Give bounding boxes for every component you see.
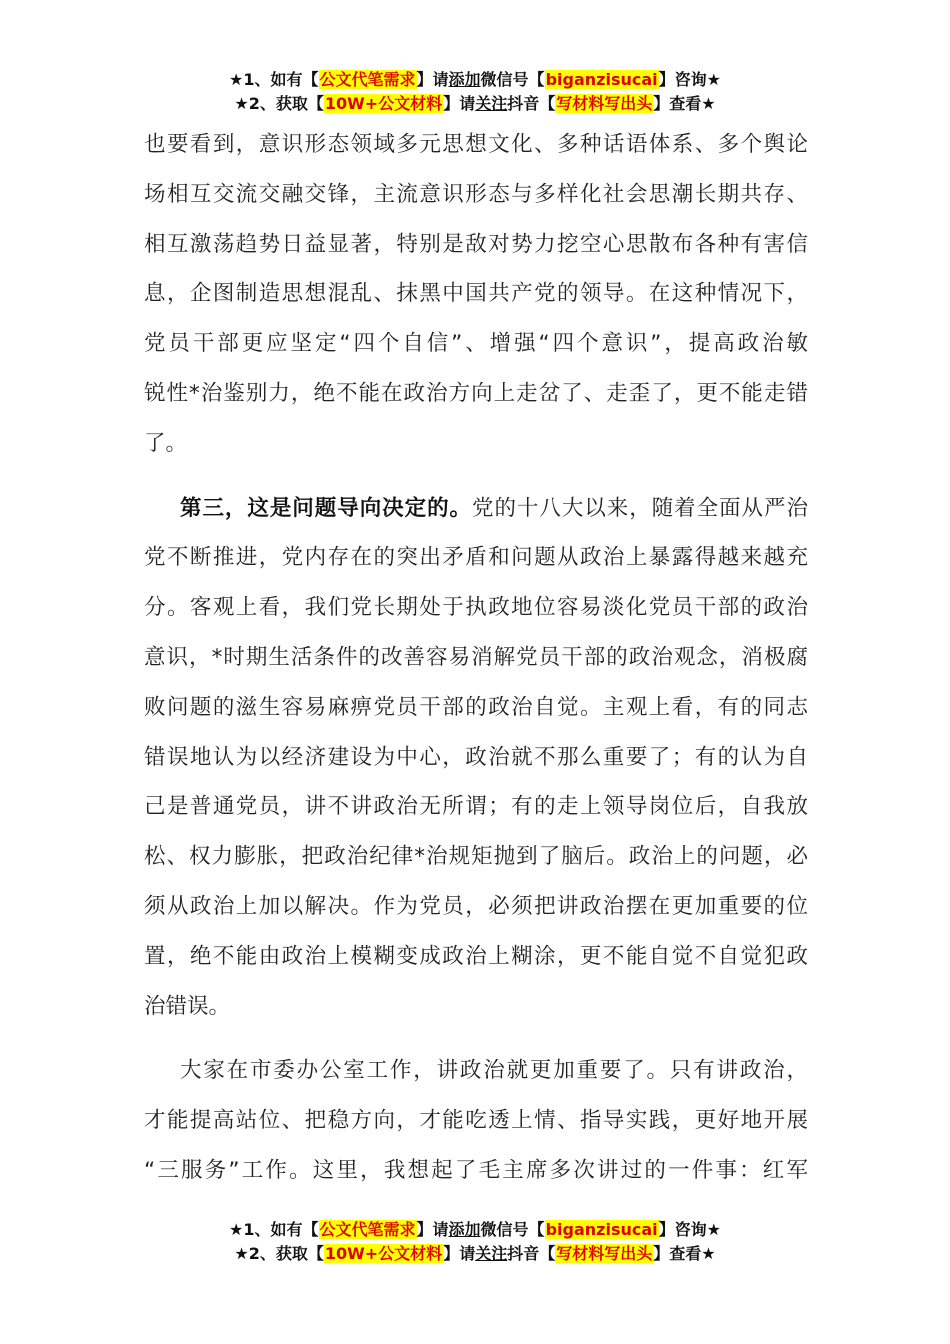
text-fragment: 党的十八大以来，随着全面从严治: [472, 495, 808, 521]
text-line: 大家在市委办公室工作，讲政治就更加重要了。只有讲政治，: [180, 1058, 808, 1084]
banner-highlight: 写材料写出头: [556, 94, 653, 113]
text-line: 分。客观上看，我们党长期处于执政地位容易淡化党员干部的政治: [144, 595, 808, 621]
paragraph-1: [144, 120, 808, 469]
paragraph-3: [144, 1046, 808, 1195]
banner-text: 】查看★: [653, 1244, 716, 1263]
banner-highlight: 10W+公文材料: [324, 94, 443, 113]
text-line: 党不断推进，党内存在的突出矛盾和问题从政治上暴露得越来越充: [144, 545, 808, 571]
text-line: 党员干部更应坚定“四个自信”、增强“四个意识”，提高政治敏: [144, 331, 808, 357]
text-line: 治错误。: [144, 993, 231, 1019]
banner-line-1: [0, 68, 950, 92]
banner-text: 】请: [416, 70, 449, 89]
banner-text: 抖音【: [507, 94, 556, 113]
paragraph-2: [144, 484, 808, 1032]
banner-text: ★2、获取【: [234, 94, 324, 113]
banner-underlined: 添加: [448, 1220, 481, 1239]
text-line: 己是普通党员，讲不讲政治无所谓；有的走上领导岗位后，自我放: [144, 794, 808, 820]
text-line: 也要看到，意识形态领域多元思想文化、多种话语体系、多个舆论: [144, 132, 808, 157]
text-line: 松、权力膨胀，把政治纪律*治规矩抛到了脑后。政治上的问题，必: [144, 844, 808, 870]
text-line: 错误地认为以经济建设为中心，政治就不那么重要了；有的认为自: [144, 744, 808, 770]
banner-text: 】请: [416, 1220, 449, 1239]
banner-text: 】请: [443, 1244, 476, 1263]
banner-text: 】咨询★: [658, 70, 721, 89]
banner-highlight: biganzisucai: [545, 1220, 658, 1239]
banner-text: 微信号【: [480, 70, 545, 89]
text-line: “三服务”工作。这里，我想起了毛主席多次讲过的一件事：红军: [144, 1157, 808, 1183]
text-line: 息，企图制造思想混乱、抹黑中国共产党的领导。在这种情况下，: [144, 281, 808, 307]
text-line: 败问题的滋生容易麻痹党员干部的政治自觉。主观上看，有的同志: [144, 694, 808, 720]
text-line: 须从政治上加以解决。作为党员，必须把讲政治摆在更加重要的位: [144, 893, 808, 919]
banner-underlined: 关注: [475, 1244, 508, 1263]
banner-text: ★2、获取【: [234, 1244, 324, 1263]
text-line: 意识，*时期生活条件的改善容易消解党员干部的政治观念，消极腐: [144, 644, 808, 670]
banner-text: ★1、如有【: [229, 70, 319, 89]
header-banner: [0, 68, 950, 116]
banner-text: ★1、如有【: [229, 1220, 319, 1239]
banner-text: 】请: [443, 94, 476, 113]
banner-highlight: biganzisucai: [545, 70, 658, 89]
text-line: 场相互交流交融交锋，主流意识形态与多样化社会思潮长期共存、: [144, 181, 808, 207]
text-line: 置，绝不能由政治上模糊变成政治上糊涂，更不能自觉不自觉犯政: [144, 943, 808, 969]
banner-underlined: 关注: [475, 94, 508, 113]
text-line: 相互激荡趋势日益显著，特别是敌对势力挖空心思散布各种有害信: [144, 231, 808, 257]
text-line: 了。: [144, 430, 188, 456]
footer-banner: [0, 1218, 950, 1266]
text-line: [144, 484, 808, 534]
banner-highlight: 10W+公文材料: [324, 1244, 443, 1263]
banner-text: 微信号【: [480, 1220, 545, 1239]
text-line: 才能提高站位、把稳方向，才能吃透上情、指导实践，更好地开展: [144, 1108, 808, 1134]
banner-line-2: [0, 1242, 950, 1266]
banner-line-2: [0, 92, 950, 116]
banner-underlined: 添加: [448, 70, 481, 89]
banner-highlight: 公文代笔需求: [319, 70, 416, 89]
banner-highlight: 公文代笔需求: [319, 1220, 416, 1239]
banner-text: 抖音【: [507, 1244, 556, 1263]
banner-text: 】咨询★: [658, 1220, 721, 1239]
banner-line-1: [0, 1218, 950, 1242]
banner-highlight: 写材料写出头: [556, 1244, 653, 1263]
paragraph-lead: 第三，这是问题导向决定的。: [180, 495, 473, 521]
text-line: 锐性*治鉴别力，绝不能在政治方向上走岔了、走歪了，更不能走错: [144, 380, 808, 406]
banner-text: 】查看★: [653, 94, 716, 113]
document-body: [144, 120, 808, 1196]
